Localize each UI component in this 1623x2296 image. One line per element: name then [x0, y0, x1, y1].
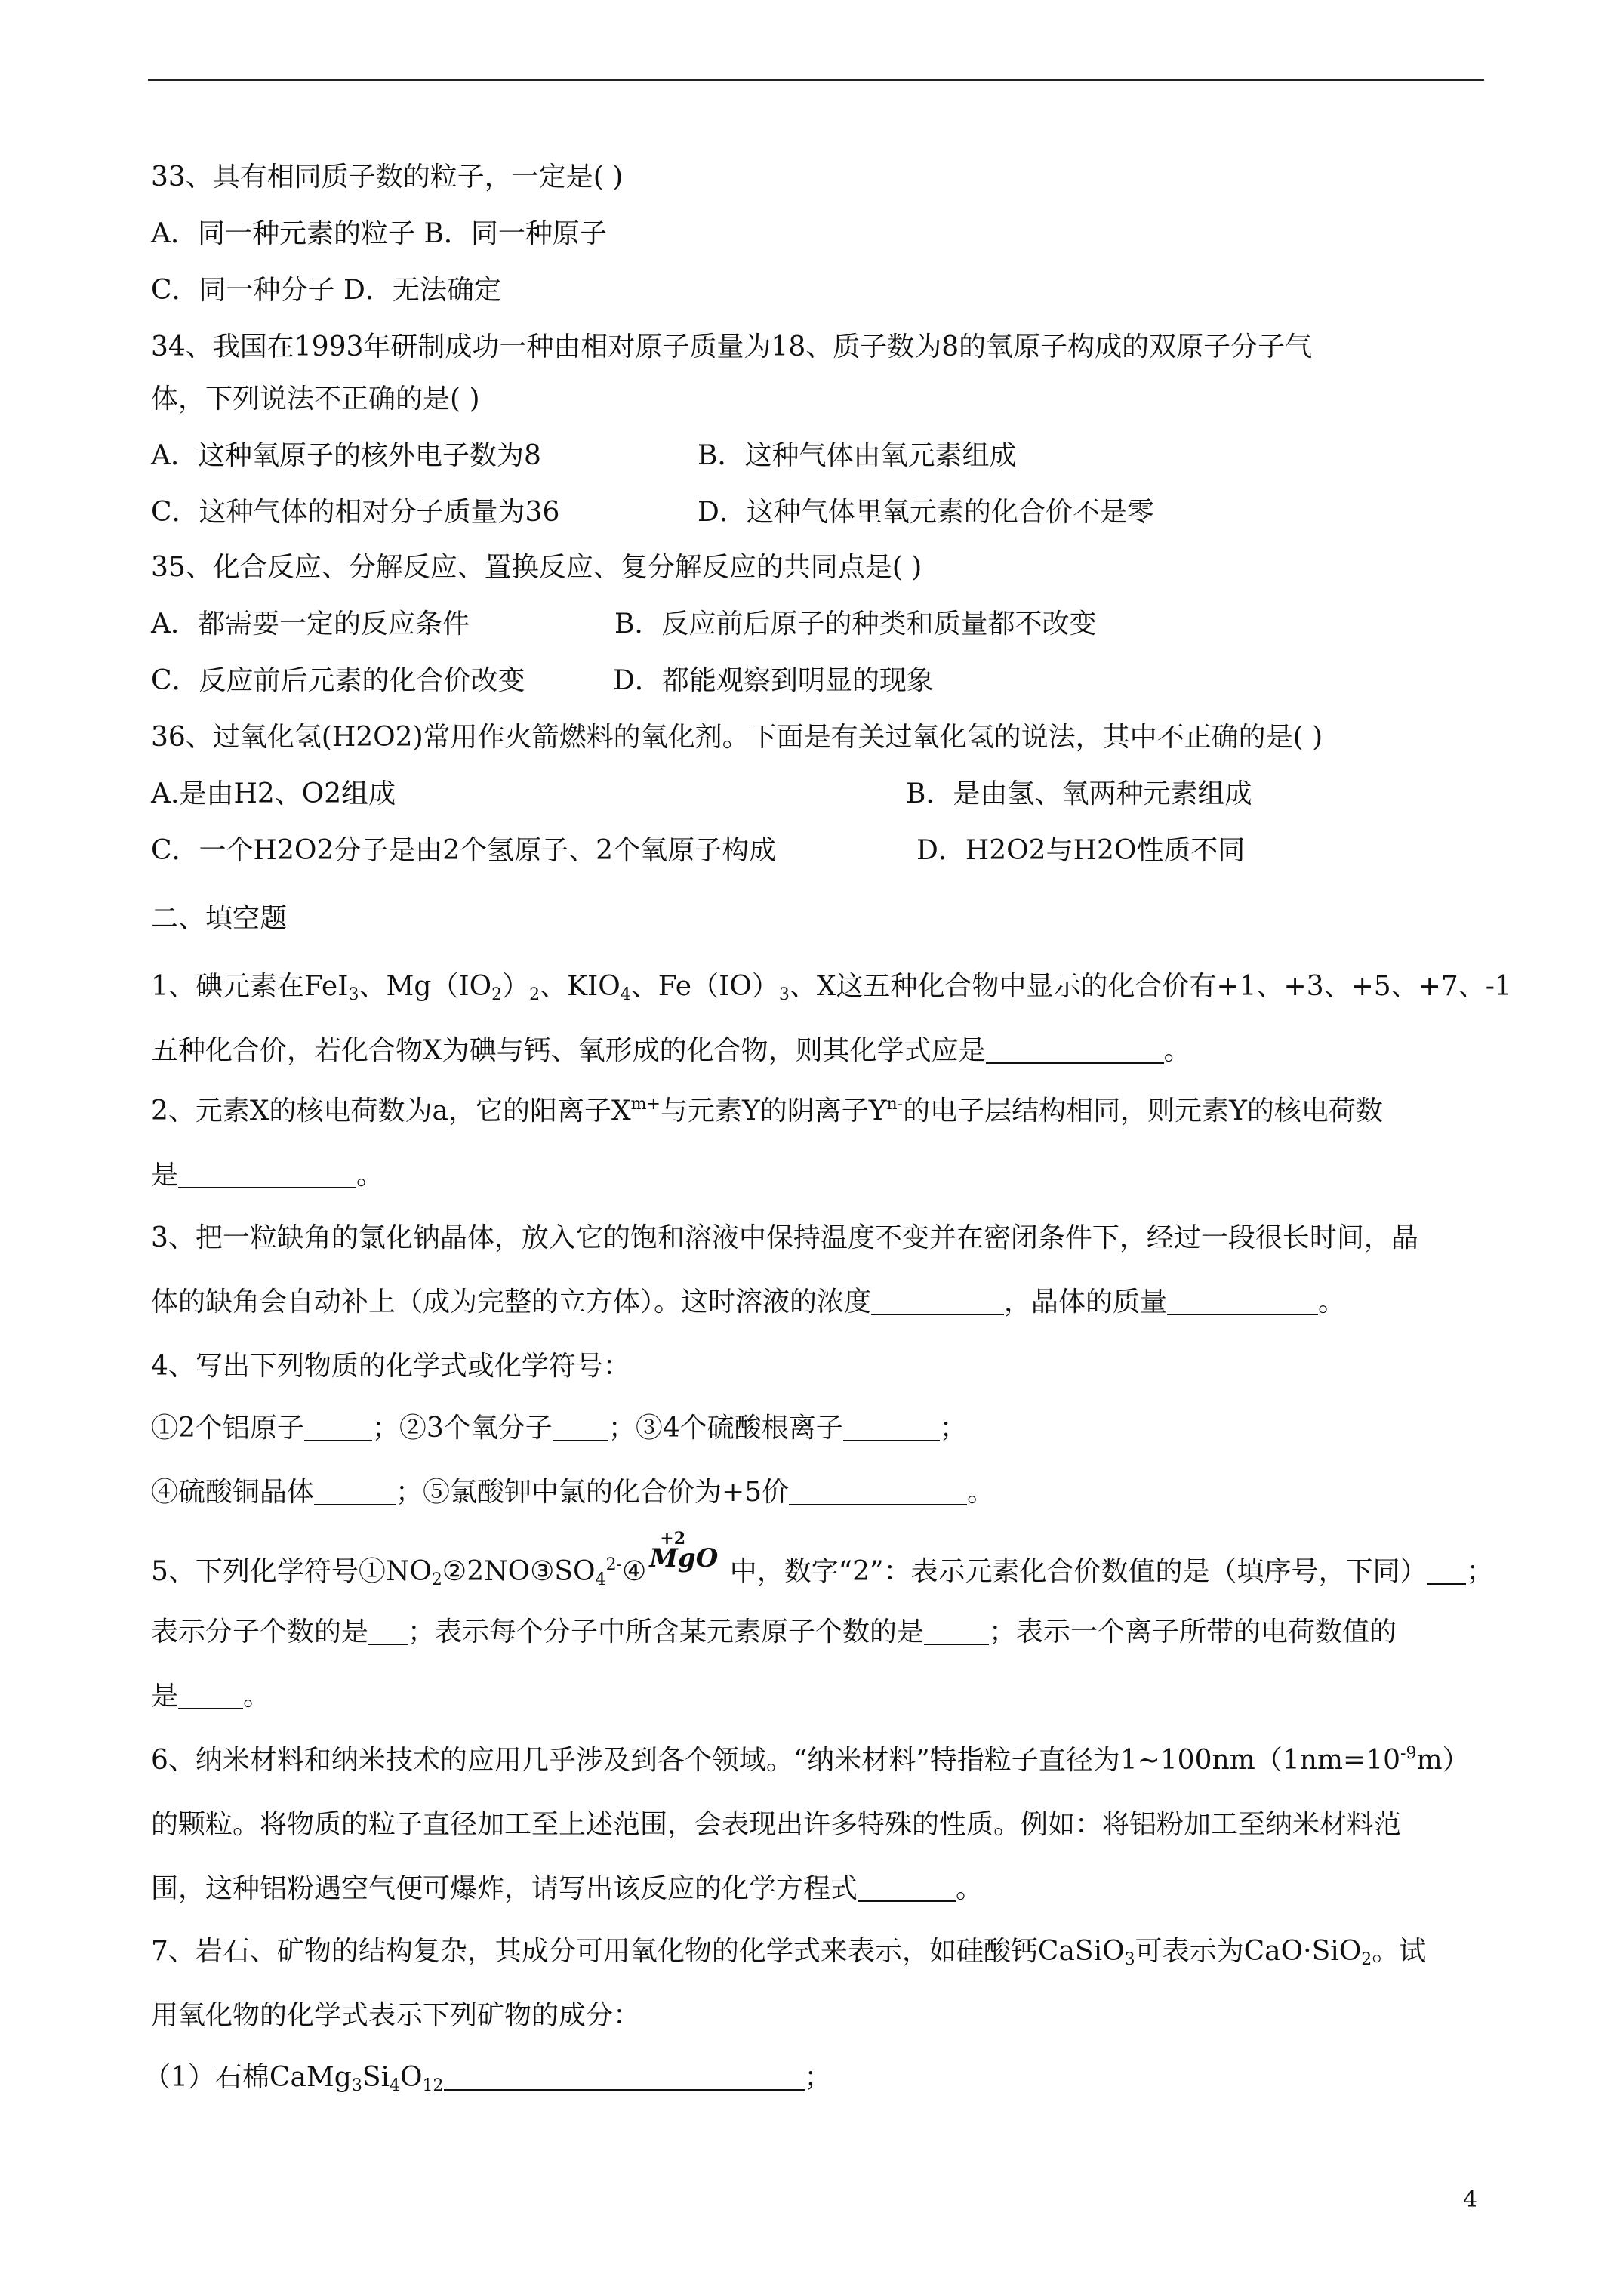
f5-blank-4[interactable]: [178, 1681, 243, 1709]
header-rule: [148, 79, 1484, 81]
f7-blank-1[interactable]: [444, 2062, 805, 2091]
section-heading: 二、填空题: [151, 903, 288, 934]
q33-stem: 33、具有相同质子数的粒子，一定是( ): [151, 162, 624, 193]
f4-stem: 4、写出下列物质的化学式或化学符号：: [151, 1351, 630, 1382]
f4-blank-4[interactable]: [314, 1477, 396, 1505]
f5-blank-3[interactable]: [924, 1616, 989, 1645]
f6-line3: 围，这种铝粉遇空气便可爆炸，请写出该反应的化学方程式 。: [151, 1873, 984, 1904]
q36-option-c: C．一个H2O2分子是由2个氢原子、2个氧原子构成: [151, 835, 777, 866]
f7-line2: 用氧化物的化学式表示下列矿物的成分：: [151, 2000, 641, 2031]
q35-option-c: C．反应前后元素的化合价改变: [151, 665, 525, 696]
f1-blank[interactable]: [986, 1035, 1164, 1064]
f4-blank-1[interactable]: [304, 1413, 372, 1441]
q35-option-d: D．都能观察到明显的现象: [613, 665, 934, 696]
mgo-valence-symbol: +2 MgO: [649, 1529, 719, 1573]
f5-blank-2[interactable]: [368, 1616, 408, 1645]
f4-blank-3[interactable]: [843, 1413, 940, 1441]
f6-line2: 的颗粒。将物质的粒子直径加工至上述范围，会表现出许多特殊的性质。例如：将铝粉加工至纳米材料范: [151, 1809, 1402, 1840]
f5-line3: 是 。: [151, 1681, 271, 1712]
f1-line1: 1、碘元素在FeI$_3$、$Mg(IO_2)_2$、$KIO_4$、$Fe(IO)_3$、X这五种化合物中显示的化合价有+1、+3、+5、+7、-1: [151, 971, 1512, 1004]
q34-option-b: B．这种气体由氧元素组成: [698, 440, 1017, 471]
q35-stem: 35、化合反应、分解反应、置换反应、复分解反应的共同点是( ): [151, 552, 922, 583]
f5-line2: 表示分子个数的是 ；表示每个分子中所含某元素原子个数的是 ；表示一个离子所带的电荷数值的: [151, 1616, 1397, 1647]
f5-blank-1[interactable]: [1427, 1556, 1466, 1585]
f6-blank[interactable]: [858, 1873, 956, 1902]
f4-line2: ④硫酸铜晶体 ；⑤氯酸钾中氯的化合价为+5价 。: [151, 1477, 995, 1508]
f4-blank-2[interactable]: [553, 1413, 608, 1441]
q33-options-cd: C．同一种分子 D．无法确定: [151, 275, 501, 306]
q35-option-b: B．反应前后原子的种类和质量都不改变: [614, 609, 1097, 639]
q34-option-a: A．这种氧原子的核外电子数为8: [151, 440, 541, 471]
q33-options-ab: A．同一种元素的粒子 B．同一种原子: [151, 218, 607, 249]
f5-line1: 5、下列化学符号$①NO_2②2NO③SO_4^{2-}④$ +2 MgO 中，数字“2”：表示元素化合价数值的是（填序号，下同） ；: [151, 1529, 1494, 1589]
q34-option-c: C．这种气体的相对分子质量为36: [151, 497, 560, 528]
f4-blank-5[interactable]: [789, 1477, 967, 1505]
q35-option-a: A．都需要一定的反应条件: [151, 609, 470, 639]
f6-line1: 6、纳米材料和纳米技术的应用几乎涉及到各个领域。“纳米材料”特指粒子直径为$1\sim 100nm(1nm=10^{-9}m)$: [151, 1744, 1470, 1776]
f1-line2: 五种化合价，若化合物X为碘与钙、氧形成的化合物，则其化学式应是 。: [151, 1035, 1191, 1066]
q34-stem-line1: 34、我国在1993年研制成功一种由相对原子质量为18、质子数为8的氧原子构成的双原子分子气: [151, 331, 1313, 362]
q34-option-d: D．这种气体里氧元素的化合价不是零: [698, 497, 1154, 528]
f3-blank-concentration[interactable]: [871, 1287, 1004, 1315]
f3-line2: 体的缺角会自动补上（成为完整的立方体）。这时溶液的浓度 ，晶体的质量 。: [151, 1287, 1346, 1318]
f7-item1: （1）石棉$CaMg_3Si_4O_{12}$ ；: [143, 2062, 832, 2095]
q36-stem: 36、过氧化氢(H2O2)常用作火箭燃料的氧化剂。下面是有关过氧化氢的说法，其中不正确的是( ): [151, 722, 1323, 753]
f3-blank-mass[interactable]: [1167, 1287, 1318, 1315]
q36-option-d: D．H2O2与H2O性质不同: [916, 835, 1246, 866]
f3-line1: 3、把一粒缺角的氯化钠晶体，放入它的饱和溶液中保持温度不变并在密闭条件下，经过一段很长时间，晶: [151, 1222, 1418, 1253]
q36-option-b: B．是由氢、氧两种元素组成: [906, 778, 1252, 809]
q36-option-a: A.是由H2、O2组成: [151, 778, 396, 809]
f2-line2: 是 。: [151, 1160, 384, 1191]
f4-line1: ①2个铝原子 ；②3个氧分子 ；③4个硫酸根离子 ；: [151, 1413, 967, 1444]
f7-line1: 7、岩石、矿物的结构复杂，其成分可用氧化物的化学式来表示，如硅酸钙CaSiO$_3$可表示为CaO·SiO$_2$。试: [151, 1936, 1427, 1969]
f2-line1: 2、元素X的核电荷数为a，它的阳离子$X^{m+}$与元素Y的阴离子$Y^{n-}$的电子层结构相同，则元素Y的核电荷数: [151, 1095, 1383, 1126]
page-number: 4: [1463, 2187, 1478, 2213]
q34-stem-line2: 体，下列说法不正确的是( ): [151, 384, 480, 415]
f2-blank[interactable]: [178, 1160, 356, 1188]
